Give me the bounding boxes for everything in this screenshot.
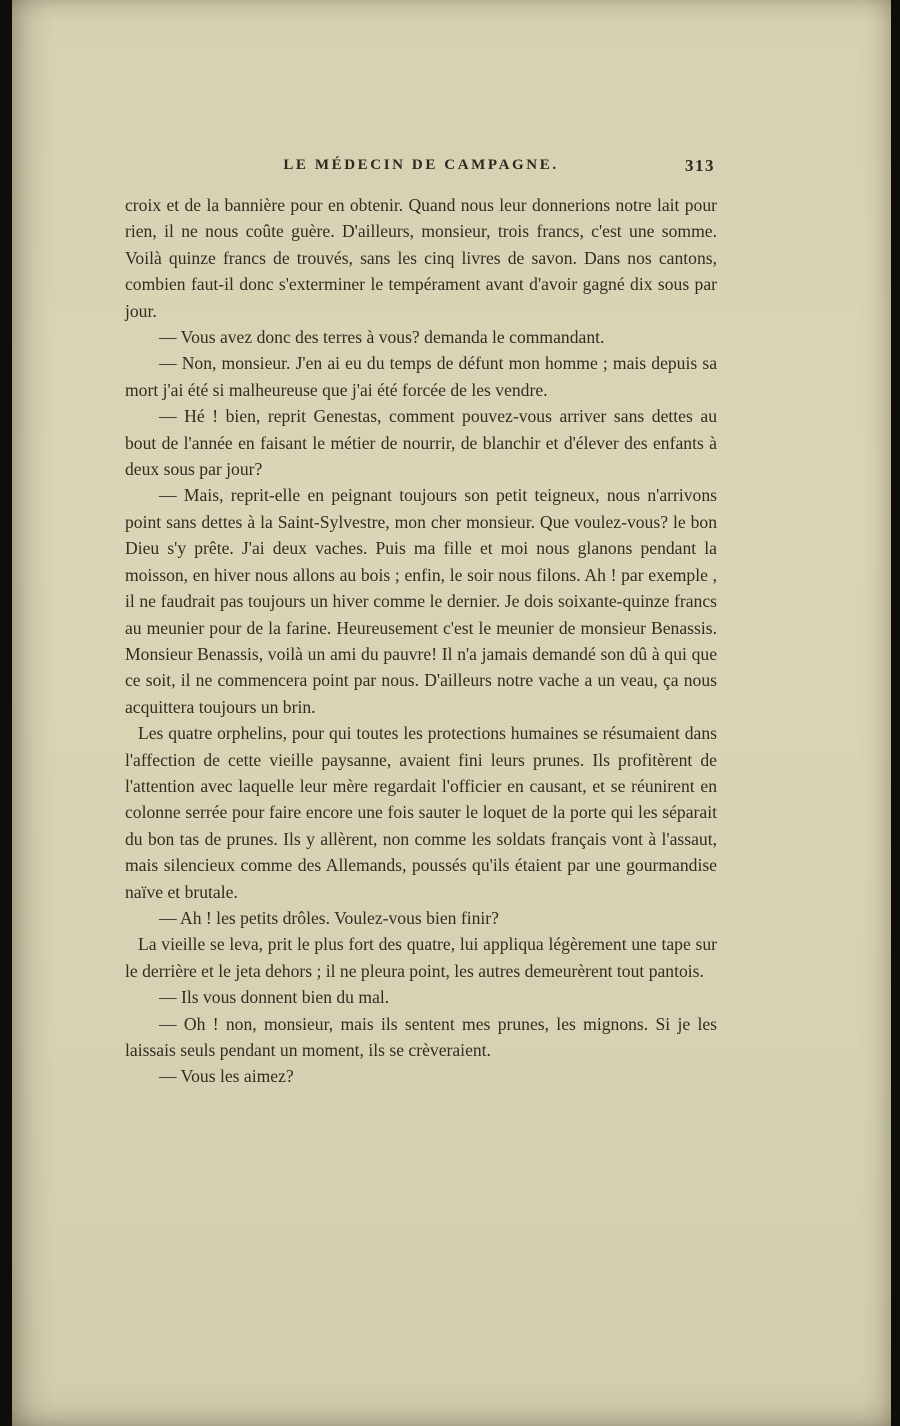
paragraph: — Non, monsieur. J'en ai eu du temps de défunt mon homme ; mais depuis sa mort j'ai été si malheureuse que j'ai été forcée de les vendre. bbox=[125, 353, 717, 400]
running-header bbox=[125, 156, 717, 180]
paragraph: — Oh ! non, monsieur, mais ils sentent mes prunes, les mignons. Si je les laissais seuls pendant un moment, ils se crèveraient. bbox=[125, 1013, 717, 1060]
chapter-title: LE MÉDECIN DE CAMPAGNE. bbox=[283, 157, 559, 173]
paragraph: — Ah ! les petits drôles. Voulez-vous bien finir? bbox=[159, 907, 499, 928]
page-number: 313 bbox=[685, 156, 715, 175]
paragraph: — Ils vous donnent bien du mal. bbox=[159, 987, 390, 1008]
paragraph: — Hé ! bien, reprit Genestas, comment pouvez-vous arriver sans dettes au bout de l'année en faisant le métier de nourrir, de blanchir et d'élever des enfants à deux sous par jour? bbox=[125, 406, 717, 480]
paragraph: La vieille se leva, prit le plus fort des quatre, lui appliqua légèrement une tape sur le derrière et le jeta dehors ; il ne pleura point, les autres demeurèrent tout pantois. bbox=[125, 934, 717, 981]
paragraph: croix et de la bannière pour en obtenir. Quand nous leur donnerions notre lait pour rien, il ne nous coûte guère. D'ailleurs, monsieur, trois francs, c'est une somme. Voilà quinze francs de trouvés, sans les cinq livres de savon. Dans nos cantons, combien faut-il donc s'exterminer le tempérament avant d'avoir gagné dix sous par jour. bbox=[125, 195, 717, 321]
paragraph: — Mais, reprit-elle en peignant toujours son petit teigneux, nous n'arrivons point sans dettes à la Saint-Sylvestre, mon cher monsieur. Que voulez-vous? le bon Dieu s'y prête. J'ai deux vaches. Puis ma fille et moi nous glanons pendant la moisson, en hiver nous allons au bois ; enfin, le soir nous filons. Ah ! par exemple , il ne faudrait pas toujours un hiver comme le dernier. Je dois soixante-quinze francs au meunier pour de la farine. Heureusement c'est le meunier de monsieur Benassis. Monsieur Benassis, voilà un ami du pauvre! Il n'a jamais demandé son dû à qui que ce soit, il ne commencera point par nous. D'ailleurs notre vache a un veau, ça nous acquittera toujours un brin. bbox=[125, 485, 717, 717]
paragraph: — Vous avez donc des terres à vous? demanda le commandant. bbox=[159, 327, 605, 348]
page-text bbox=[125, 192, 717, 1090]
paragraph: — Vous les aimez? bbox=[159, 1066, 294, 1087]
text-column bbox=[125, 0, 717, 1090]
book-page bbox=[12, 0, 891, 1426]
paragraph: Les quatre orphelins, pour qui toutes les protections humaines se résumaient dans l'affection de cette vieille paysanne, avaient fini leurs prunes. Ils profitèrent de l'attention avec laquelle leur mère regardait l'officier en causant, et se réunirent en colonne serrée pour faire encore une fois sauter le loquet de la porte qui les séparait du bon tas de prunes. Ils y allèrent, non comme les soldats français vont à l'assaut, mais silencieux comme des Allemands, poussés qu'ils étaient par une gourmandise naïve et brutale. bbox=[125, 723, 717, 902]
